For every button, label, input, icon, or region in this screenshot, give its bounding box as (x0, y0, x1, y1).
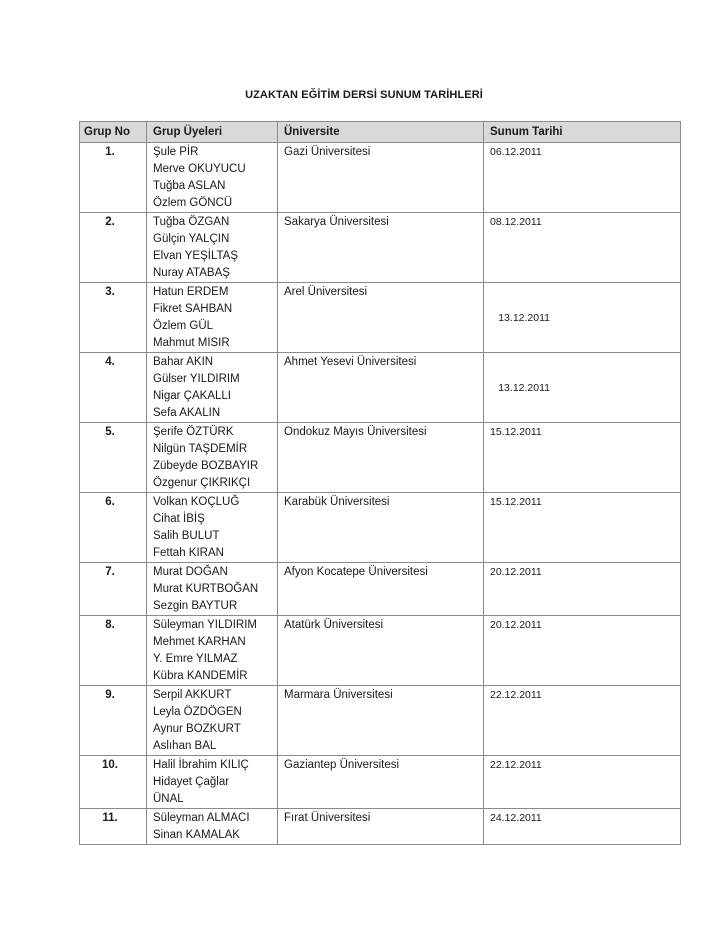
member-name: Özlem GÜL (153, 320, 214, 332)
university: Sakarya Üniversitesi (278, 213, 484, 283)
group-number: 7. (80, 563, 147, 616)
group-number: 11. (80, 809, 147, 845)
university: Marmara Üniversitesi (278, 686, 484, 756)
table-row (80, 756, 681, 809)
member-name: Özlem GÖNCÜ (153, 197, 233, 209)
member-name: Fettah KIRAN (153, 547, 224, 559)
table-row (80, 423, 681, 493)
member-name: Şerife ÖZTÜRK (153, 426, 234, 438)
group-members (147, 756, 278, 809)
university: Afyon Kocatepe Üniversitesi (278, 563, 484, 616)
group-number: 1. (80, 143, 147, 213)
university: Fırat Üniversitesi (278, 809, 484, 845)
table-row (80, 143, 681, 213)
header-university: Üniversite (278, 122, 484, 143)
member-name: Sinan KAMALAK (153, 829, 240, 841)
presentation-date: 08.12.2011 (484, 213, 681, 283)
member-name: Nuray ATABAŞ (153, 267, 230, 279)
presentation-date: 06.12.2011 (484, 143, 681, 213)
group-members (147, 686, 278, 756)
table-row (80, 213, 681, 283)
group-number: 8. (80, 616, 147, 686)
table-row (80, 686, 681, 756)
member-name: Aynur BOZKURT (153, 723, 241, 735)
table-row (80, 809, 681, 845)
member-name: Serpil AKKURT (153, 689, 232, 701)
page-title: UZAKTAN EĞİTİM DERSİ SUNUM TARİHLERİ (245, 89, 483, 101)
group-number: 4. (80, 353, 147, 423)
presentation-date (484, 283, 681, 353)
presentation-date-text: 13.12.2011 (498, 311, 550, 324)
presentation-date-text: 13.12.2011 (498, 381, 550, 394)
member-name: Tuğba ÖZGAN (153, 216, 230, 228)
member-name: Y. Emre YILMAZ (153, 653, 238, 665)
table-row (80, 493, 681, 563)
member-name: Nigar ÇAKALLI (153, 390, 231, 402)
member-name: Murat DOĞAN (153, 566, 228, 578)
member-name: Volkan KOÇLUĞ (153, 496, 240, 508)
member-name: Murat KURTBOĞAN (153, 583, 259, 595)
member-name: Salih BULUT (153, 530, 220, 542)
member-name: Hidayet Çağlar (153, 776, 230, 788)
group-number: 9. (80, 686, 147, 756)
member-name: Tuğba ASLAN (153, 180, 226, 192)
table-body (80, 143, 681, 845)
presentation-date: 20.12.2011 (484, 563, 681, 616)
member-name: Mahmut MISIR (153, 337, 230, 349)
table-row (80, 283, 681, 353)
university: Karabük Üniversitesi (278, 493, 484, 563)
table-row (80, 353, 681, 423)
group-members (147, 423, 278, 493)
member-name: Sezgin BAYTUR (153, 600, 238, 612)
presentation-date: 24.12.2011 (484, 809, 681, 845)
header-group-no: Grup No (80, 122, 147, 143)
member-name: Süleyman YILDIRIM (153, 619, 257, 631)
university: Arel Üniversitesi (278, 283, 484, 353)
group-members (147, 616, 278, 686)
member-name: Süleyman ALMACI (153, 812, 250, 824)
group-members (147, 809, 278, 845)
group-number: 5. (80, 423, 147, 493)
group-number: 6. (80, 493, 147, 563)
member-name: Hatun ERDEM (153, 286, 229, 298)
member-name: Fikret SAHBAN (153, 303, 233, 315)
group-number: 3. (80, 283, 147, 353)
presentation-date: 22.12.2011 (484, 686, 681, 756)
table-header-row (80, 122, 681, 143)
member-name: Gülçin YALÇIN (153, 233, 230, 245)
member-name: Sefa AKALIN (153, 407, 221, 419)
presentation-date: 22.12.2011 (484, 756, 681, 809)
header-presentation-date: Sunum Tarihi (484, 122, 681, 143)
presentation-date: 20.12.2011 (484, 616, 681, 686)
group-number: 10. (80, 756, 147, 809)
header-group-members: Grup Üyeleri (147, 122, 278, 143)
group-members (147, 493, 278, 563)
member-name: Şule PİR (153, 146, 199, 158)
member-name: Zübeyde BOZBAYIR (153, 460, 259, 472)
presentation-date: 15.12.2011 (484, 423, 681, 493)
member-name: Mehmet KARHAN (153, 636, 246, 648)
university: Ahmet Yesevi Üniversitesi (278, 353, 484, 423)
member-name: Gülser YILDIRIM (153, 373, 240, 385)
member-name: ÜNAL (153, 793, 184, 805)
university: Atatürk Üniversitesi (278, 616, 484, 686)
member-name: Leyla ÖZDÖGEN (153, 706, 242, 718)
member-name: Nilgün TAŞDEMİR (153, 443, 248, 455)
group-members (147, 353, 278, 423)
member-name: Özgenur ÇIKRIKÇI (153, 477, 251, 489)
schedule-table (79, 121, 681, 845)
university: Gaziantep Üniversitesi (278, 756, 484, 809)
member-name: Cihat İBİŞ (153, 513, 205, 525)
university: Ondokuz Mayıs Üniversitesi (278, 423, 484, 493)
member-name: Bahar AKIN (153, 356, 214, 368)
group-number: 2. (80, 213, 147, 283)
presentation-date (484, 353, 681, 423)
group-members (147, 143, 278, 213)
table-row (80, 616, 681, 686)
member-name: Aslıhan BAL (153, 740, 217, 752)
table-row (80, 563, 681, 616)
member-name: Merve OKUYUCU (153, 163, 246, 175)
group-members (147, 213, 278, 283)
presentation-date: 15.12.2011 (484, 493, 681, 563)
member-name: Elvan YEŞİLTAŞ (153, 250, 239, 262)
university: Gazi Üniversitesi (278, 143, 484, 213)
group-members (147, 283, 278, 353)
member-name: Kübra KANDEMİR (153, 670, 248, 682)
group-members (147, 563, 278, 616)
member-name: Halil İbrahim KILIÇ (153, 759, 249, 771)
